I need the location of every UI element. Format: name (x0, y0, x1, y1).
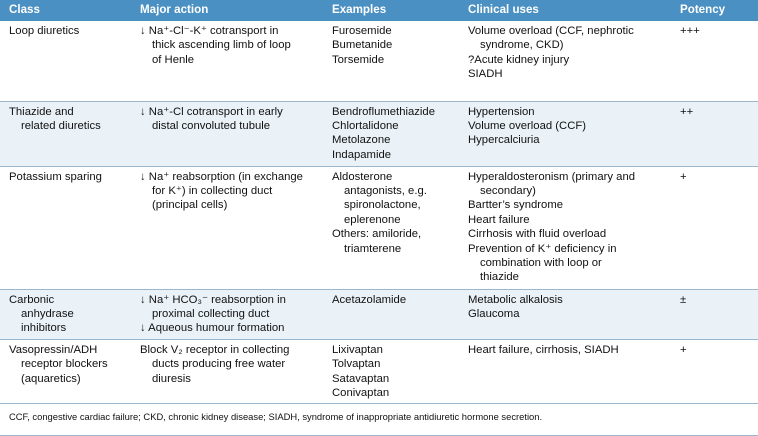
uses-cell (459, 289, 671, 339)
potency-cell (671, 21, 758, 101)
example-item: Aldosterone (332, 170, 393, 183)
header-row (0, 0, 758, 21)
table-header (0, 0, 758, 21)
example-item: Torsemide (332, 53, 385, 66)
potency-value: +++ (680, 25, 700, 37)
action-line: ducts producing free water (152, 358, 286, 371)
table-row (0, 21, 758, 101)
uses-cell (459, 101, 671, 166)
use-item: secondary) (480, 184, 536, 197)
use-item: Hyperaldosteronism (primary and (468, 170, 636, 183)
action-cell (131, 289, 323, 339)
action-line: for K⁺) in collecting duct (152, 184, 273, 197)
use-item: Bartter’s syndrome (468, 199, 564, 212)
example-item: Bumetanide (332, 39, 393, 52)
use-item: Heart failure (468, 213, 530, 226)
example-item: spironolactone, (344, 199, 421, 212)
use-item: Volume overload (CCF) (468, 119, 587, 132)
uses-cell (459, 166, 671, 289)
action-line: ↓ Na⁺-Cl⁻-K⁺ cotransport in (140, 25, 279, 37)
example-item: Conivaptan (332, 386, 390, 399)
class-line: Carbonic (9, 293, 55, 306)
example-item: Chlortalidone (332, 119, 399, 132)
use-item: Volume overload (CCF, nephrotic (468, 25, 634, 37)
action-cell (131, 166, 323, 289)
action-cell (131, 21, 323, 101)
class-line: Potassium sparing (9, 170, 102, 183)
uses-cell (459, 21, 671, 101)
action-line: Block V₂ receptor in collecting (140, 343, 290, 356)
example-item: Metolazone (332, 134, 391, 147)
potency-cell (671, 289, 758, 339)
footnote: CCF, congestive cardiac failure; CKD, chronic kidney disease; SIADH, syndrome of inappropriate antidiuretic hormone secretion. (0, 404, 758, 435)
examples-cell (323, 21, 459, 101)
examples-cell (323, 289, 459, 339)
example-item: Furosemide (332, 25, 392, 37)
class-cell (0, 289, 131, 339)
class-line: Loop diuretics (9, 25, 80, 37)
class-cell (0, 166, 131, 289)
examples-cell (323, 339, 459, 404)
action-line: diuresis (152, 372, 191, 385)
header-clinical-uses: Clinical uses (459, 0, 671, 21)
potency-value: ++ (680, 105, 694, 118)
class-cell (0, 101, 131, 166)
examples-cell (323, 101, 459, 166)
action-cell (131, 101, 323, 166)
action-line: ↓ Na⁺-Cl cotransport in early (140, 105, 283, 118)
header-major-action: Major action (131, 0, 323, 21)
class-line: inhibitors (21, 322, 67, 335)
class-line: Thiazide and (9, 105, 74, 118)
example-item: antagonists, e.g. (344, 184, 427, 197)
class-line: receptor blockers (21, 358, 108, 371)
use-item: ?Acute kidney injury (468, 53, 570, 66)
action-line: of Henle (152, 53, 195, 66)
class-line: anhydrase (21, 307, 74, 320)
potency-value: + (680, 170, 687, 183)
use-item: syndrome, CKD) (480, 39, 564, 52)
example-item: eplerenone (344, 213, 401, 226)
potency-value: ± (680, 293, 687, 306)
example-item: Satavaptan (332, 372, 390, 385)
table-row (0, 289, 758, 339)
potency-cell (671, 339, 758, 404)
action-line: ↓ Na⁺ reabsorption (in exchange (140, 170, 303, 183)
use-item: Hypertension (468, 105, 535, 118)
table-row (0, 339, 758, 404)
action-line: (principal cells) (152, 199, 228, 212)
action-line: ↓ Na⁺ HCO₃⁻ reabsorption in (140, 293, 286, 306)
potency-value: + (680, 343, 687, 356)
example-item: Bendroflumethiazide (332, 105, 435, 118)
action-line: ↓ Aqueous humour formation (140, 322, 285, 335)
class-line: Vasopressin/ADH (9, 343, 98, 356)
class-cell (0, 339, 131, 404)
action-line: distal convoluted tubule (152, 119, 271, 132)
class-line: related diuretics (21, 119, 101, 132)
use-item: Hypercalciuria (468, 134, 540, 147)
action-line: thick ascending limb of loop (152, 39, 291, 52)
example-item: Tolvaptan (332, 358, 381, 371)
example-item: Acetazolamide (332, 293, 407, 306)
example-item: Indapamide (332, 148, 392, 161)
table-body (0, 21, 758, 435)
use-item: Prevention of K⁺ deficiency in (468, 242, 617, 255)
uses-cell (459, 339, 671, 404)
use-item: thiazide (480, 271, 519, 284)
use-item: Cirrhosis with fluid overload (468, 228, 607, 241)
example-item: triamterene (344, 242, 402, 255)
footnote-row (0, 404, 758, 435)
example-item: Others: amiloride, (332, 228, 422, 241)
use-item: combination with loop or (480, 256, 602, 269)
potency-cell (671, 101, 758, 166)
header-examples: Examples (323, 0, 459, 21)
class-cell (0, 21, 131, 101)
action-cell (131, 339, 323, 404)
potency-cell (671, 166, 758, 289)
use-item: SIADH (468, 68, 503, 81)
example-item: Lixivaptan (332, 343, 383, 356)
action-line: proximal collecting duct (152, 307, 270, 320)
examples-cell (323, 166, 459, 289)
use-item: Metabolic alkalosis (468, 293, 563, 306)
use-item: Glaucoma (468, 307, 520, 320)
header-potency: Potency (671, 0, 758, 21)
class-line: (aquaretics) (21, 372, 81, 385)
table-row (0, 166, 758, 289)
use-item: Heart failure, cirrhosis, SIADH (468, 343, 619, 356)
table-row (0, 101, 758, 166)
header-class: Class (0, 0, 131, 21)
